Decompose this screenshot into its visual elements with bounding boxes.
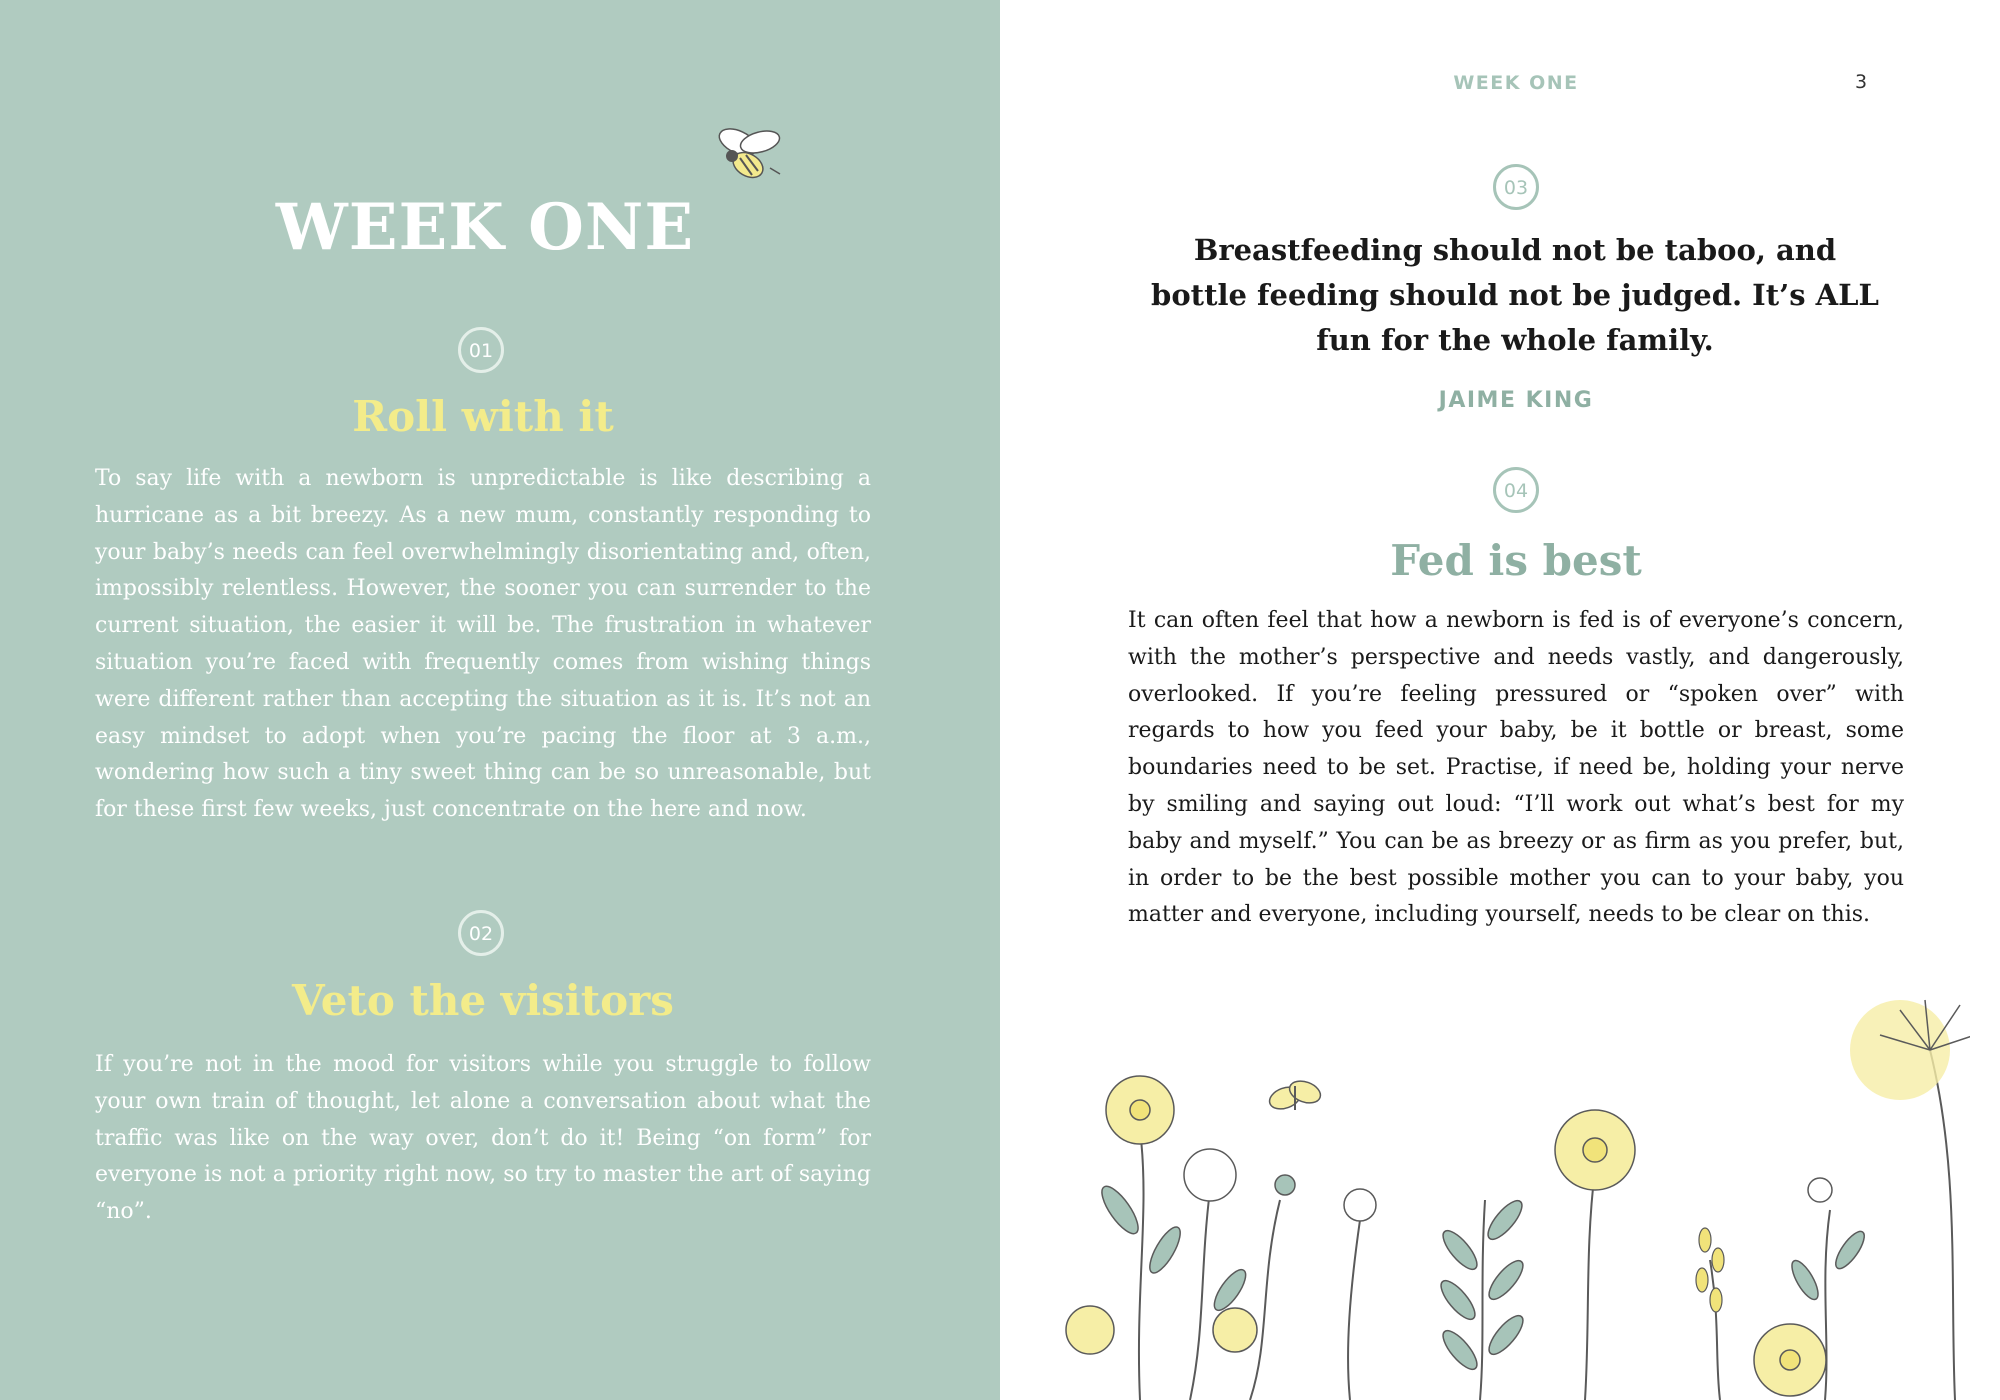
quote-author: JAIME KING (1438, 388, 1594, 413)
bee-icon (700, 120, 800, 200)
section-title-veto-the-visitors: Veto the visitors (292, 976, 674, 1025)
section-body-veto-the-visitors: If you’re not in the mood for visitors while you struggle to follow your own train of thought, let alone a conversation about what the traffic was like on the way over, don’t do it! Being “on form” for everyone is not a priority right now, so try to master the art of saying “no”. (95, 1052, 871, 1225)
chapter-title: WEEK ONE (275, 190, 695, 265)
pull-quote: Breastfeeding should not be taboo, and bottle feeding should not be judged. It’s ALL fun for the whole family. (1151, 233, 1879, 357)
section-body-roll-with-it: To say life with a newborn is unpredictable is like describing a hurricane as a bit breezy. As a new mum, constantly responding to your baby’s needs can feel overwhelmingly disorientating and, often, impossibly relentless. However, the sooner you can surrender to the current situation, the easier it will be. The frustration in whatever situation you’re faced with frequently comes from wishing things were different rather than accepting the situation as it is. It’s not an easy mindset to adopt when you’re pacing the floor at 3 a.m., wondering how such a tiny sweet thing can be so unreasonable, but for these first few weeks, just concentrate on the here and now. (95, 466, 871, 823)
running-head: WEEK ONE (1453, 72, 1579, 94)
section-number-badge: 03 (1493, 164, 1539, 210)
section-number-badge: 04 (1493, 467, 1539, 513)
butterfly-icon (1267, 1077, 1324, 1113)
section-body-fed-is-best: It can often feel that how a newborn is fed is of everyone’s concern, with the mother’s perspective and needs vastly, and dangerously, overlooked. If you’re feeling pressured or “spoken over” with regards to how you feed your baby, be it bottle or breast, some boundaries need to be set. Practise, if need be, holding your nerve by smiling and saying out loud: “I’ll work out what’s best for my baby and myself.” You can be as breezy or as firm as you prefer, but, in order to be the best possible mother you can to your baby, you matter and everyone, including yourself, needs to be clear on this. (1128, 608, 1904, 928)
section-number-badge: 01 (458, 327, 504, 373)
wildflowers-illustration (1030, 990, 1970, 1400)
section-title-roll-with-it: Roll with it (352, 392, 614, 441)
section-number-badge: 02 (458, 910, 504, 956)
section-title-fed-is-best: Fed is best (1390, 536, 1642, 585)
page-number: 3 (1855, 71, 1868, 93)
